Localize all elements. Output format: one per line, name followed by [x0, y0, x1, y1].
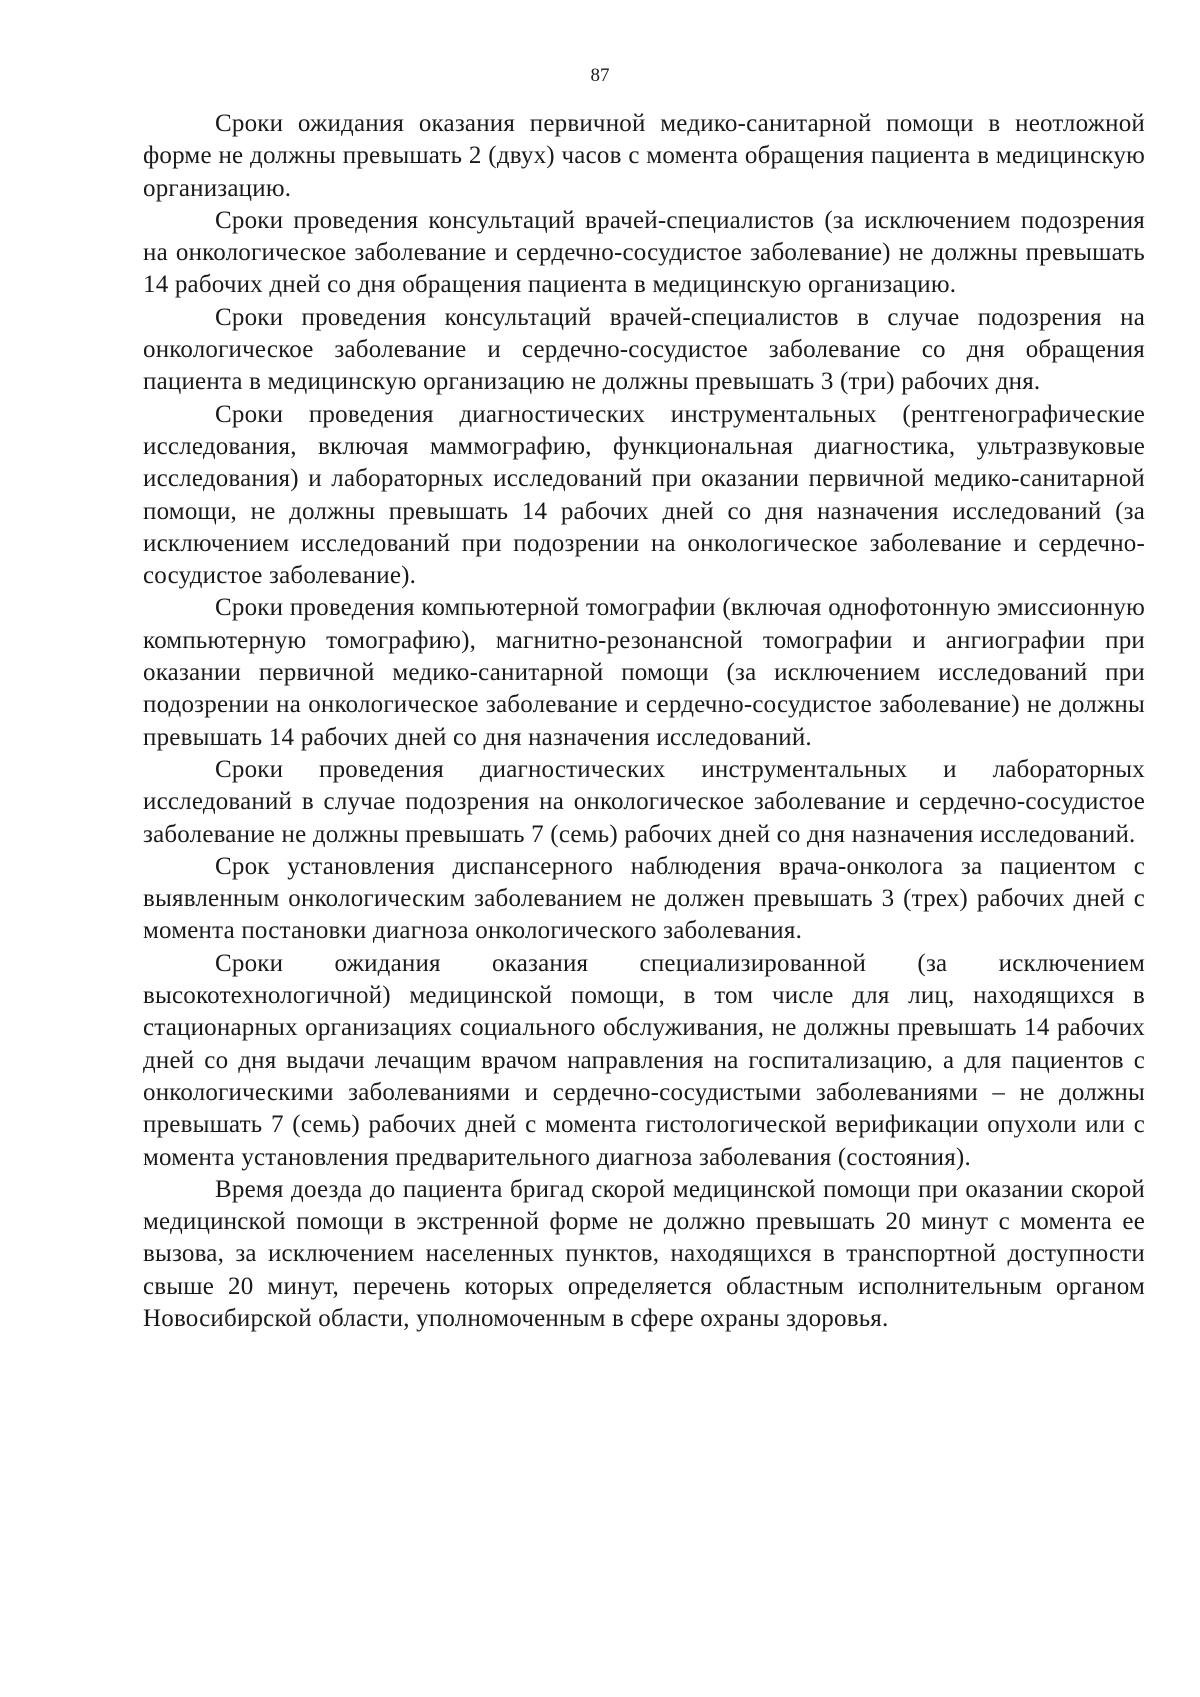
paragraph-ambulance-arrival: Время доезда до пациента бригад скорой медицинской помощи при оказании скорой медицинской помощи в экстренной форме не должно превышать 20 минут с момента ее вызова, за исключением населенных пунктов, находящихся в транспортной доступности свыше 20 минут, перечень которых определяется областным исполнительным органом Новосибирской области, уполномоченным в сфере охраны здоровья. [143, 1175, 1145, 1332]
paragraph-specialized-care: Сроки ожидания оказания специализированной (за исключением высокотехнологичной) медицинской помощи, в том числе для лиц, находящихся в стационарных организациях социального обслуживания, не должны превышать 14 рабочих дней со дня выдачи лечащим врачом направления на госпитализацию, а для пациентов с онкологическими заболеваниями и сердечно-сосудистыми заболеваниями – не должны превышать 7 (семь) рабочих дней с момента гистологической верификации опухоли или с момента установления предварительного диагноза заболевания (состояния). [143, 949, 1145, 1171]
paragraph-diagnostics-oncology-suspicion: Сроки проведения диагностических инструментальных и лабораторных исследований в случае подозрения на онкологическое заболевание и сердечно-сосудистое заболевание не должны превышать 7 (семь) рабочих дней со дня назначения исследований. [143, 755, 1145, 848]
document-body [143, 108, 1145, 1335]
paragraph-primary-care-urgent: Сроки ожидания оказания первичной медико-санитарной помощи в неотложной форме не должны превышать 2 (двух) часов с момента обращения пациента в медицинскую организацию. [143, 110, 1145, 202]
paragraph-diagnostic-studies: Сроки проведения диагностических инструментальных (рентгенографические исследования, включая маммографию, функциональная диагностика, ультразвуковые исследования) и лабораторных исследований при оказании первичной медико-санитарной помощи, не должны превышать 14 рабочих дней со дня назначения исследований (за исключением исследований при подозрении на онкологическое заболевание и сердечно-сосудистое заболевание). [143, 400, 1145, 590]
paragraph-specialist-consultations: Сроки проведения консультаций врачей-специалистов (за исключением подозрения на онкологическое заболевание и сердечно-сосудистое заболевание) не должны превышать 14 рабочих дней со дня обращения пациента в медицинскую организацию. [143, 206, 1145, 299]
paragraph-oncologist-observation: Срок установления диспансерного наблюдения врача-онколога за пациентом с выявленным онкологическим заболеванием не должен превышать 3 (трех) рабочих дней с момента постановки диагноза онкологического заболевания. [143, 852, 1145, 945]
paragraph-consultations-oncology-suspicion: Сроки проведения консультаций врачей-специалистов в случае подозрения на онкологическое заболевание и сердечно-сосудистое заболевание со дня обращения пациента в медицинскую организацию не должны превышать 3 (три) рабочих дня. [143, 303, 1145, 396]
page-number: 87 [590, 65, 610, 86]
paragraph-ct-mri-angiography: Сроки проведения компьютерной томографии (включая однофотонную эмиссионную компьютерную томографию), магнитно-резонансной томографии и ангиографии при оказании первичной медико-санитарной помощи (за исключением исследований при подозрении на онкологическое заболевание и сердечно-сосудистое заболевание) не должны превышать 14 рабочих дней со дня назначения исследований. [143, 594, 1145, 751]
